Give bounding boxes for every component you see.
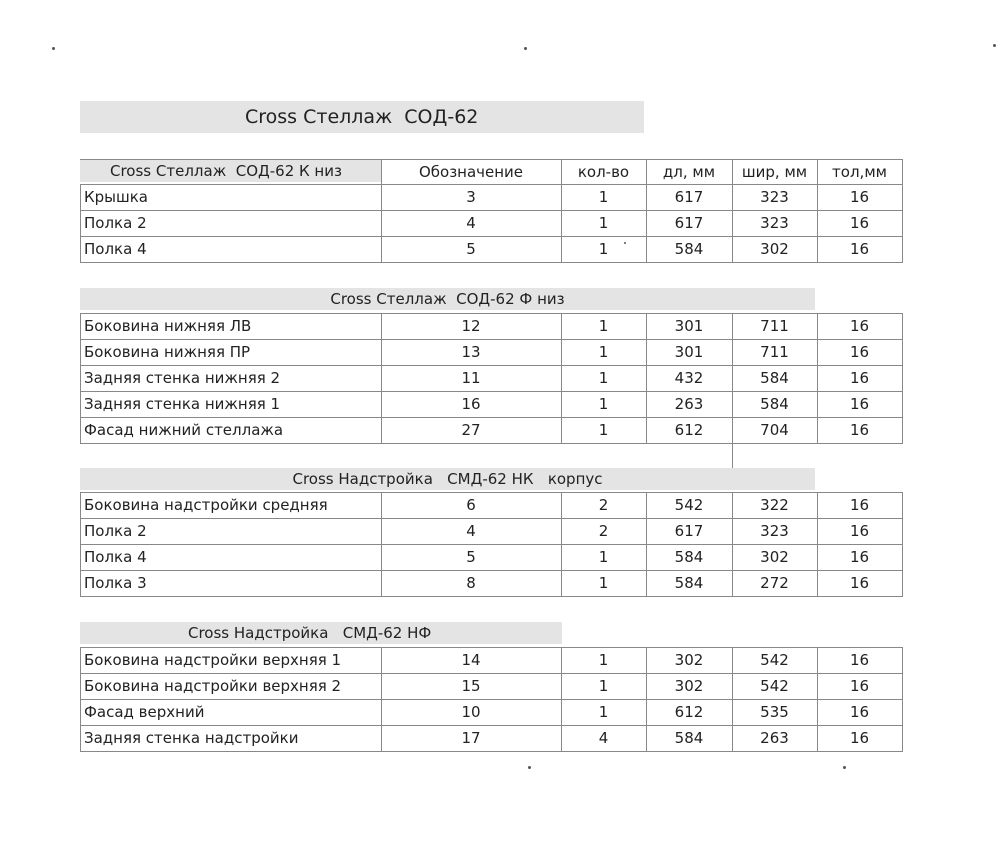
part-thickness: 16 [849,214,870,232]
scan-speck [524,47,527,50]
part-length: 584 [674,574,704,592]
part-thickness: 16 [849,548,870,566]
part-width: 542 [760,677,789,695]
column-header-length: дл, мм [662,163,716,181]
part-width: 711 [760,317,789,335]
part-designation: 17 [461,729,481,747]
part-name: Боковина нижняя ЛВ [84,317,252,335]
grid-line [817,159,818,184]
part-width: 322 [760,496,789,514]
grid-line [80,313,81,444]
part-designation: 3 [466,188,476,206]
part-name: Задняя стенка надстройки [84,729,299,747]
part-thickness: 16 [849,421,870,439]
part-qty: 2 [598,522,609,540]
section-title: Cross Надстройка СМД-62 НФ [80,622,562,644]
part-designation: 14 [461,651,481,669]
grid-line [80,492,81,597]
part-thickness: 16 [849,395,870,413]
part-thickness: 16 [849,496,870,514]
part-name: Задняя стенка нижняя 2 [84,369,281,387]
grid-line [646,159,647,184]
part-name: Полка 4 [84,548,147,566]
part-thickness: 16 [849,369,870,387]
part-length: 617 [674,188,704,206]
part-designation: 27 [461,421,481,439]
grid-line [902,492,903,597]
part-length: 432 [674,369,704,387]
part-name: Полка 4 [84,240,147,258]
part-designation: 4 [466,214,476,232]
part-qty: 1 [598,574,609,592]
grid-line [80,596,903,597]
part-name: Боковина нижняя ПР [84,343,251,361]
part-qty: 1 [598,703,609,721]
part-designation: 11 [461,369,481,387]
grid-line [902,647,903,752]
part-thickness: 16 [849,651,870,669]
part-name: Полка 2 [84,214,147,232]
part-name: Задняя стенка нижняя 1 [84,395,281,413]
part-qty: 1 [598,240,609,258]
column-header-qty: кол-во [577,163,630,181]
part-length: 584 [674,240,704,258]
part-qty: 1 [598,369,609,387]
part-designation: 10 [461,703,481,721]
page-title: Cross Стеллаж СОД-62 [80,101,644,133]
part-length: 617 [674,214,704,232]
part-qty: 1 [598,395,609,413]
part-name: Боковина надстройки верхняя 1 [84,651,342,669]
part-qty: 1 [598,651,609,669]
part-qty: 1 [598,421,609,439]
part-thickness: 16 [849,188,870,206]
grid-line [80,751,903,752]
part-width: 711 [760,343,789,361]
part-width: 584 [760,369,789,387]
part-designation: 5 [466,240,476,258]
scan-speck [52,47,55,50]
part-qty: 1 [598,677,609,695]
part-name: Боковина надстройки верхняя 2 [84,677,342,695]
part-name: Крышка [84,188,148,206]
part-name: Полка 2 [84,522,147,540]
part-name: Боковина надстройки средняя [84,496,328,514]
part-thickness: 16 [849,343,870,361]
grid-line [561,159,562,184]
part-thickness: 16 [849,574,870,592]
part-designation: 15 [461,677,481,695]
part-width: 542 [760,651,789,669]
part-width: 302 [760,548,789,566]
part-qty: 1 [598,188,609,206]
grid-line [80,184,81,263]
part-length: 584 [674,729,704,747]
part-length: 612 [674,421,704,439]
part-width: 584 [760,395,789,413]
grid-line [732,443,733,468]
part-designation: 5 [466,548,476,566]
part-width: 535 [760,703,789,721]
part-thickness: 16 [849,522,870,540]
grid-line [80,443,903,444]
part-length: 301 [674,317,704,335]
part-length: 612 [674,703,704,721]
part-thickness: 16 [849,677,870,695]
part-name: Полка 3 [84,574,147,592]
grid-line [80,159,903,160]
part-qty: 1 [598,317,609,335]
part-qty: 2 [598,496,609,514]
grid-line [902,159,903,184]
part-qty: 1 [598,214,609,232]
scan-speck [528,766,531,769]
part-designation: 12 [461,317,481,335]
part-width: 323 [760,214,789,232]
scan-speck [993,44,996,47]
section-title: Cross Стеллаж СОД-62 Ф низ [80,288,815,310]
grid-line [902,313,903,444]
part-width: 323 [760,188,789,206]
part-thickness: 16 [849,729,870,747]
part-width: 263 [760,729,789,747]
grid-line [902,184,903,263]
part-qty: 1 [598,548,609,566]
part-width: 323 [760,522,789,540]
section-title: Cross Стеллаж СОД-62 К низ [80,160,382,182]
grid-line [732,159,733,184]
grid-line [80,262,903,263]
part-length: 617 [674,522,704,540]
grid-line [80,647,81,752]
part-width: 272 [760,574,789,592]
part-length: 302 [674,677,704,695]
part-designation: 13 [461,343,481,361]
part-thickness: 16 [849,317,870,335]
part-designation: 8 [466,574,476,592]
part-thickness: 16 [849,240,870,258]
part-designation: 6 [466,496,476,514]
part-length: 302 [674,651,704,669]
column-header-thickness: тол,мм [832,163,887,181]
part-name: Фасад верхний [84,703,205,721]
column-header-width: шир, мм [741,163,808,181]
grid-line [381,159,382,184]
part-designation: 16 [461,395,481,413]
section-title: Cross Надстройка СМД-62 НК корпус [80,468,815,490]
part-qty: 4 [598,729,609,747]
part-thickness: 16 [849,703,870,721]
part-designation: 4 [466,522,476,540]
part-length: 301 [674,343,704,361]
scan-speck [843,766,846,769]
part-name: Фасад нижний стеллажа [84,421,284,439]
part-width: 704 [760,421,789,439]
column-header-designation: Обозначение [418,163,524,181]
part-width: 302 [760,240,789,258]
part-length: 542 [674,496,704,514]
part-length: 263 [674,395,704,413]
part-length: 584 [674,548,704,566]
part-qty: 1 [598,343,609,361]
